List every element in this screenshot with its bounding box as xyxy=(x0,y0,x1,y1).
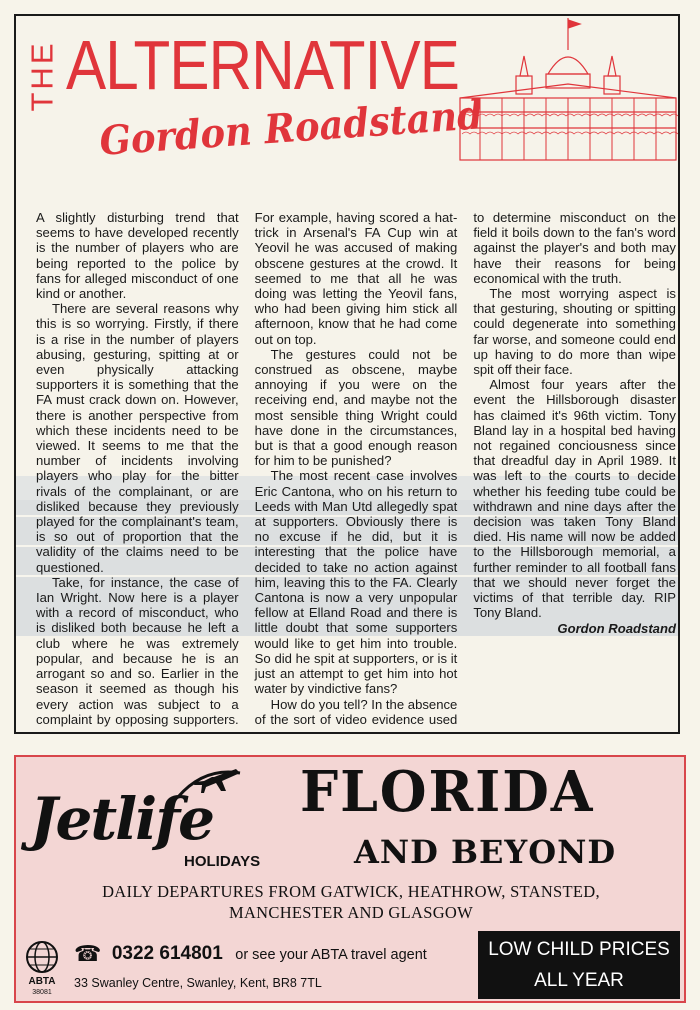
departures-line: DAILY DEPARTURES FROM GATWICK, HEATHROW, STANSTED, xyxy=(102,882,600,901)
jetlife-holidays: HOLIDAYS xyxy=(184,853,261,870)
kicker: THE xyxy=(24,40,59,112)
promo-line: ALL YEAR xyxy=(534,970,624,991)
byline: Gordon Roadstand xyxy=(98,91,485,165)
article xyxy=(14,14,680,734)
grandstand-illustration xyxy=(450,16,680,166)
paragraph: A slightly disturbing trend that seems to have developed recently is the number of players who are being reported to the police by fans for alleged misconduct of one kind or another. xyxy=(36,210,239,302)
paragraph: There are several reasons why this is so worrying. Firstly, if there is a rise in the number of players abusing, gesturing, spitting at or even physically attacking supporters it is something that the FA must crack down on. However, there is another perspective from which these incidents need to be viewed. It seems to me that the number of incidents involving players who play for the bitter rivals of the complainant, or are disliked because they previously played for the complainant's team, is so out of proportion that the validity of the claims need to be questioned. xyxy=(36,301,239,575)
headline: ALTERNATIVE xyxy=(66,26,460,104)
paragraph: How do you tell? In the absence of the sort of video evidence used to determine misconduct on the field it boils down to the fan's word against the player's and both may have their reasons for being economical with the truth. xyxy=(254,210,676,727)
jetlife-logo: Jetlife xyxy=(30,785,214,853)
paragraph: The most worrying aspect is that gesturing, shouting or spitting could degenerate into something far worse, and someone could end up having to do more than wipe spit off their face. xyxy=(473,286,676,378)
ad-departures xyxy=(56,881,646,923)
phone-tail: or see your ABTA travel agent xyxy=(235,947,427,963)
ad-address: 33 Swanley Centre, Swanley, Kent, BR8 7TL xyxy=(74,976,322,990)
telephone-icon: ☎ xyxy=(74,941,102,966)
phone-row xyxy=(74,941,427,967)
jetlife-advert xyxy=(14,755,686,1003)
paragraph: Almost four years after the event the Hillsborough disaster has claimed it's 96th victim. Tony Bland lay in a hospital bed having not regained conciousness since that dreadful day in April 1989. It was left to the courts to decide whether his feeding tube could be withdrawn and nine days after the decision was taken Tony Bland died. His name will now be added to the Hillsborough memorial, a further reminder to all football fans that we should never forget the victims of that terrible day. RIP Tony Bland. xyxy=(473,377,676,621)
paragraph: The most recent case involves Eric Cantona, who on his return to Leeds with Man Utd allegedly spat at supporters. Obviously there is no excuse if he did, but it is interesting that the police have decided to take no action against him, leaving this to the FA. Clearly Cantona is now a very unpopular fellow at Elland Road and there is little doubt that some supporters would like to get him into trouble. So did he spit at supporters, or is it just an attempt to get him into hot water by vindictive fans? xyxy=(254,468,458,697)
departures-line: MANCHESTER AND GLASGOW xyxy=(228,903,474,922)
promo-box xyxy=(478,931,680,999)
article-signature: Gordon Roadstand xyxy=(557,621,676,637)
abta-label: ABTA xyxy=(28,976,56,987)
abta-number: 38081 xyxy=(32,989,52,996)
promo-line: LOW CHILD PRICES xyxy=(488,939,670,960)
paragraph: Take, for instance, the case of Ian Wright. Now here is a player with a record of misconduct, who is disliked both because he left a club where he was extremely popular, and because he is an arrogant so and so. Earlier in the season it seemed as though his every action was subject to a complaint by opposing supporters. For example, having scored a hat-trick in Arsenal's FA Cup win at Yeovil he was accused of making obscene gestures at the crowd. It seemed to me that all he was doing was letting the Yeovil fans, who had been giving him stick all afternoon, know that he had come out on top. xyxy=(36,210,458,727)
ad-headline: FLORIDA xyxy=(300,759,595,825)
phone-number: 0322 614801 xyxy=(111,943,223,964)
globe-icon xyxy=(22,939,62,997)
ad-subhead: AND BEYOND xyxy=(354,833,617,871)
paragraph: The gestures could not be construed as obscene, maybe annoying if you were on the receiving end, and maybe not the most sensible thing Wright could have done in the circumstances, but is that a good enough reason for him to be punished? xyxy=(254,346,458,469)
article-body xyxy=(36,210,676,730)
